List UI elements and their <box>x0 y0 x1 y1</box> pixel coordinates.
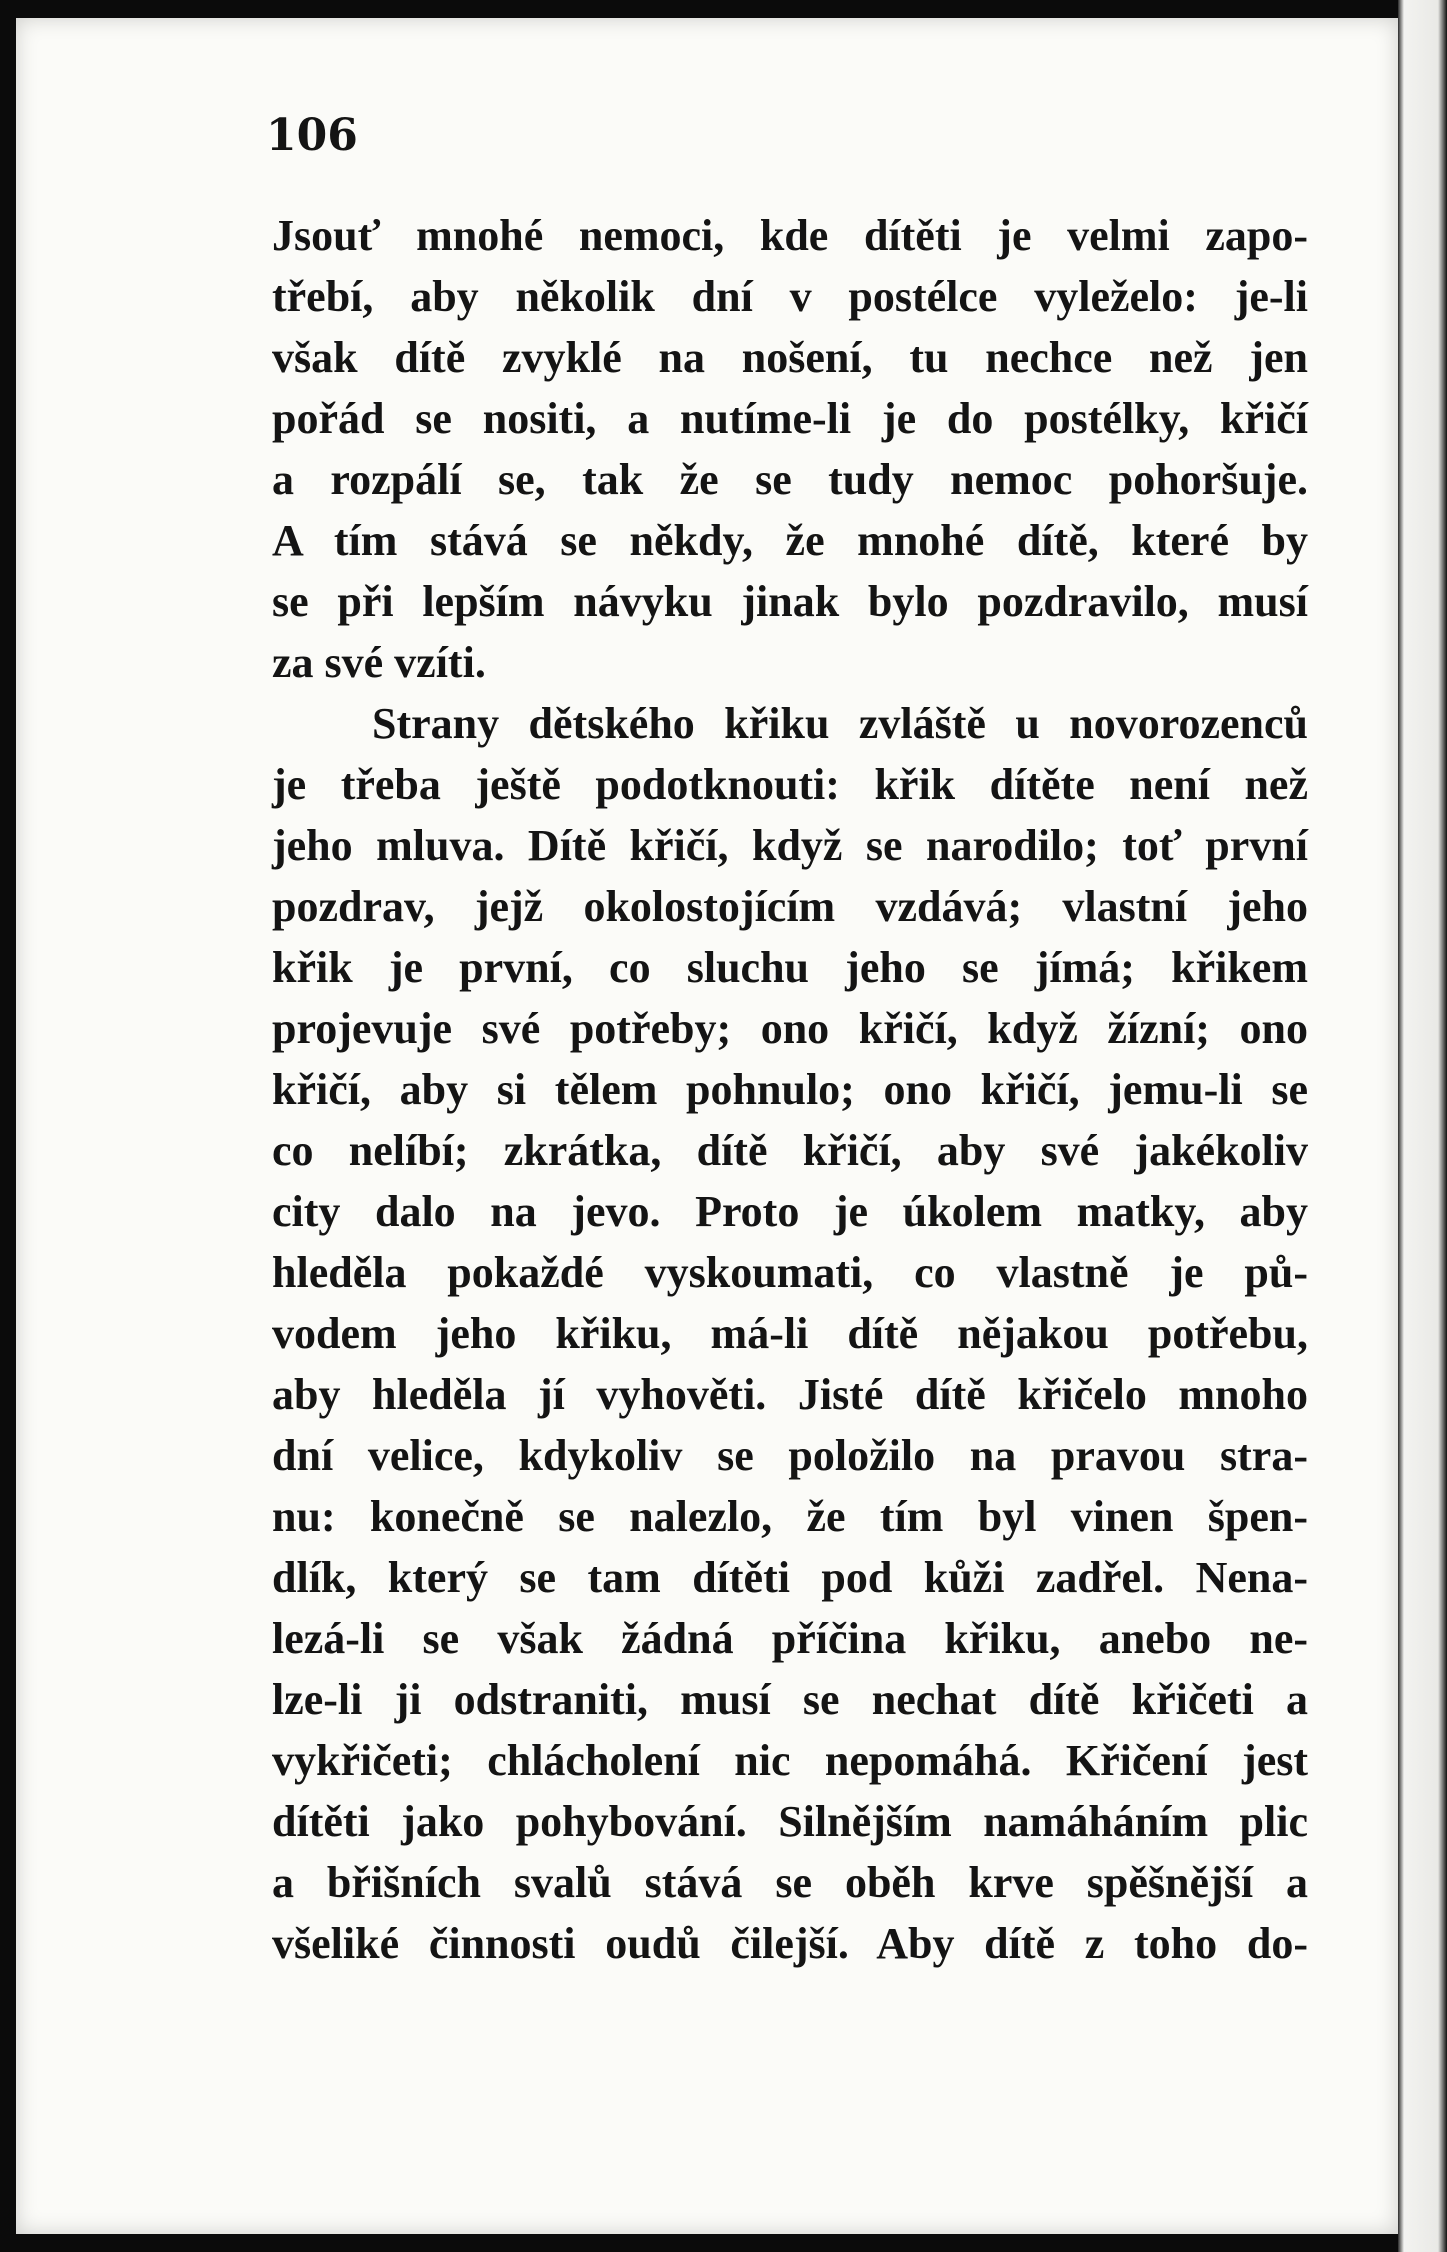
text-line: Jsouť mnohé nemoci, kde dítěti je velmi zapo- <box>272 211 1308 260</box>
text-line: lezá-li se však žádná příčina křiku, anebo ne- <box>272 1614 1308 1663</box>
paragraph-end-line: za své vzíti. <box>272 638 486 687</box>
text-line: dní velice, kdykoliv se položilo na pravou stra- <box>272 1431 1308 1480</box>
body-text <box>272 205 1308 1974</box>
text-line: dlík, který se tam dítěti pod kůži zadřel. Nena- <box>272 1553 1308 1602</box>
text-line: pořád se nositi, a nutíme-li je do postélky, křičí <box>272 394 1308 443</box>
text-line: co nelíbí; zkrátka, dítě křičí, aby své jakékoliv <box>272 1126 1308 1175</box>
text-line: jeho mluva. Dítě křičí, když se narodilo; toť první <box>272 821 1308 870</box>
text-line: třebí, aby několik dní v postélce vyleželo: je-li <box>272 272 1308 321</box>
text-line: vodem jeho křiku, má-li dítě nějakou potřebu, <box>272 1309 1308 1358</box>
text-line: všeliké činnosti oudů čilejší. Aby dítě z toho do- <box>272 1919 1308 1968</box>
text-line: křik je první, co sluchu jeho se jímá; křikem <box>272 943 1308 992</box>
text-line: nu: konečně se nalezlo, že tím byl vinen špen- <box>272 1492 1308 1541</box>
text-line: hleděla pokaždé vyskoumati, co vlastně je pů- <box>272 1248 1308 1297</box>
text-line: dítěti jako pohybování. Silnějším namáháním plic <box>272 1797 1308 1846</box>
text-line: aby hleděla jí vyhověti. Jisté dítě křičelo mnoho <box>272 1370 1308 1419</box>
text-line: A tím stává se někdy, že mnohé dítě, které by <box>272 516 1308 565</box>
text-line: lze-li ji odstraniti, musí se nechat dítě křičeti a <box>272 1675 1308 1724</box>
text-line: pozdrav, jejž okolostojícím vzdává; vlastní jeho <box>272 882 1308 931</box>
text-line: projevuje své potřeby; ono křičí, když žízní; ono <box>272 1004 1308 1053</box>
text-line: city dalo na jevo. Proto je úkolem matky, aby <box>272 1187 1308 1236</box>
text-line: křičí, aby si tělem pohnulo; ono křičí, jemu-li se <box>272 1065 1308 1114</box>
text-line: se při lepším návyku jinak bylo pozdravilo, musí <box>272 577 1308 626</box>
text-line: je třeba ještě podotknouti: křik dítěte není než <box>272 760 1308 809</box>
text-line: a břišních svalů stává se oběh krve spěšnější a <box>272 1858 1308 1907</box>
text-line: však dítě zvyklé na nošení, tu nechce než jen <box>272 333 1308 382</box>
text-line: vykřičeti; chlácholení nic nepomáhá. Křičení jest <box>272 1736 1308 1785</box>
page-edge <box>1398 0 1447 2252</box>
text-line: a rozpálí se, tak že se tudy nemoc pohoršuje. <box>272 455 1308 504</box>
page-number: 106 <box>266 110 358 161</box>
paragraph-start-line: Strany dětského křiku zvláště u novorozenců <box>372 699 1308 748</box>
